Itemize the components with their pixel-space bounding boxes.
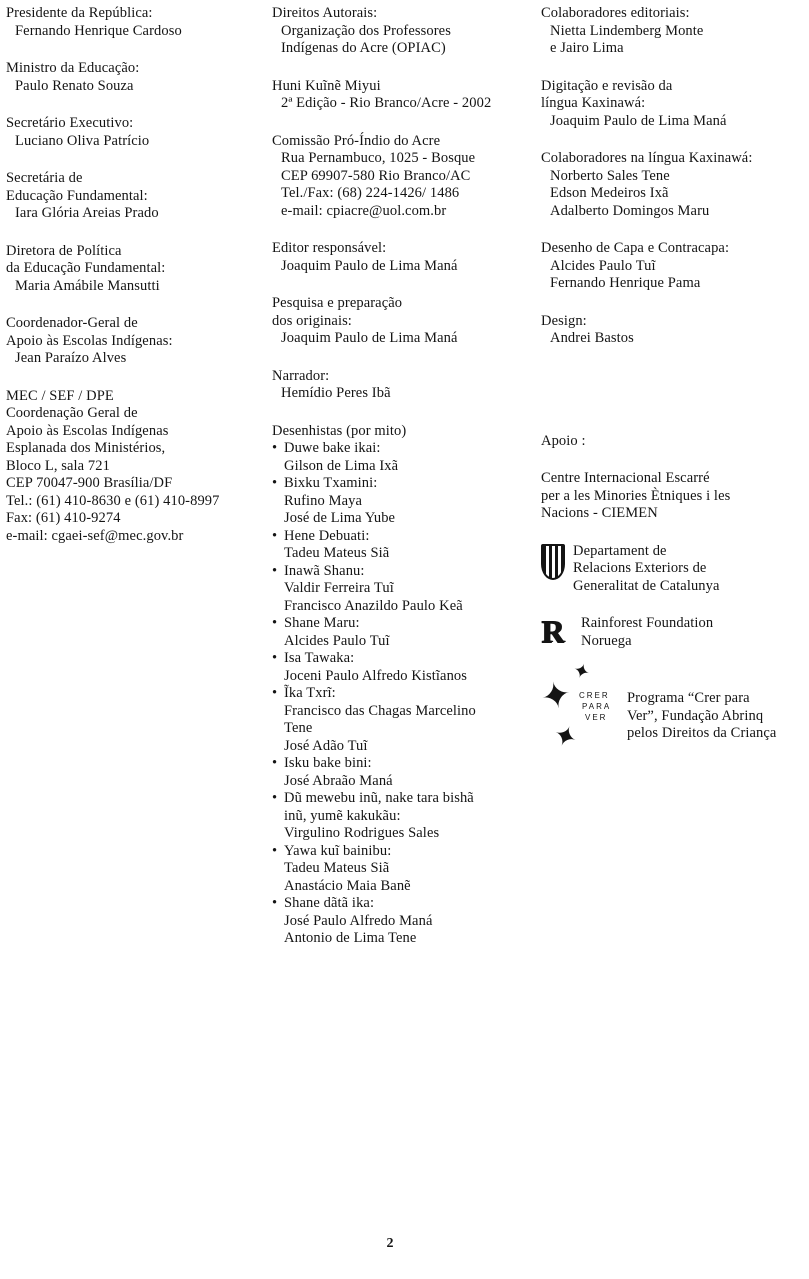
list-item: • Ĩka Txrĩ: — [272, 685, 538, 703]
text-line: Ver”, Fundação Abrinq — [627, 707, 764, 724]
logo-block — [541, 543, 807, 596]
text-line: Bloco L, sala 721 — [6, 457, 110, 474]
text-line: Centre Internacional Escarré — [541, 470, 710, 486]
logo-caption — [627, 690, 776, 743]
text-line: Digitação e revisão da — [541, 77, 673, 94]
text-line: Paulo Renato Souza — [15, 77, 134, 94]
crer-para-ver-logo-icon — [537, 658, 625, 762]
text-block — [272, 240, 538, 275]
logo-caption — [573, 543, 720, 596]
text-line: Francisco Anazildo Paulo Keã — [284, 597, 463, 614]
list-item: • Yawa kuĩ bainibu: — [272, 843, 538, 861]
list-item: • Duwe bake ikai: — [272, 440, 538, 458]
text-line: Apoio às Escolas Indígenas — [6, 422, 169, 439]
text-block — [541, 78, 807, 131]
text-line: Generalitat de Catalunya — [573, 577, 720, 594]
text-line: língua Kaxinawá: — [541, 95, 646, 111]
text-block — [272, 133, 538, 221]
text-block — [272, 78, 538, 113]
text-block — [541, 240, 807, 293]
list-item: • Hene Debuati: — [272, 528, 538, 546]
text-line: Organização dos Professores — [281, 22, 451, 39]
text-line: Alcides Paulo Tuĩ — [550, 257, 656, 274]
text-line: Fernando Henrique Cardoso — [15, 22, 182, 39]
list-item: • Isa Tawaka: — [272, 650, 538, 668]
crer-para-ver-wordmark — [579, 690, 611, 723]
text-line: inũ, yumẽ kakukãu: — [284, 807, 401, 824]
text-line: Fax: (61) 410-9274 — [6, 510, 121, 526]
text-line: Tadeu Mateus Siã — [284, 860, 390, 876]
text-block — [6, 5, 268, 40]
column-left — [6, 5, 268, 565]
text-line: Norberto Sales Tene — [550, 167, 670, 184]
text-line: José Paulo Alfredo Maná — [284, 912, 433, 929]
text-line: Programa “Crer para — [627, 690, 750, 706]
text-line: dos originais: — [272, 312, 352, 329]
text-line: Maria Amábile Mansutti — [15, 277, 160, 294]
list-item: • Shane Maru: — [272, 615, 538, 633]
text-line: e Jairo Lima — [550, 40, 624, 56]
text-line: Joaquim Paulo de Lima Maná — [281, 330, 458, 346]
text-line: Direitos Autorais: — [272, 5, 378, 21]
text-block — [6, 388, 268, 546]
text-line: 2ª Edição - Rio Branco/Acre - 2002 — [281, 95, 492, 111]
text-line: Hemídio Peres Ibã — [281, 385, 391, 401]
text-block — [541, 150, 807, 220]
logo-block — [537, 658, 807, 762]
text-line: Virgulino Rodrigues Sales — [284, 825, 440, 841]
text-line: Joaquim Paulo de Lima Maná — [281, 257, 458, 274]
text-line: CEP 69907-580 Rio Branco/AC — [281, 167, 471, 184]
text-block — [6, 170, 268, 223]
text-block — [6, 243, 268, 296]
text-line: per a les Minories Ètniques i les — [541, 487, 731, 504]
text-line: Fernando Henrique Pama — [550, 275, 701, 291]
text-line: Coordenador-Geral de — [6, 315, 138, 331]
star-icon: ✦ — [570, 658, 593, 686]
text-line: Pesquisa e preparação — [272, 295, 403, 311]
text-block — [541, 5, 807, 58]
text-line: Rufino Maya — [284, 492, 363, 509]
text-line: José Adão Tuĩ — [284, 737, 368, 754]
text-line: Rainforest Foundation — [581, 615, 714, 631]
text-block — [6, 315, 268, 368]
list-item: • Bixku Txamini: — [272, 475, 538, 493]
text-block — [541, 313, 807, 348]
text-line: Presidente da República: — [6, 5, 153, 21]
text-line: Apoio : — [541, 432, 586, 449]
wordmark-line: VER — [585, 713, 608, 722]
text-line: Antonio de Lima Tene — [284, 930, 417, 946]
text-line: e-mail: cgaei-sef@mec.gov.br — [6, 527, 184, 544]
text-line: da Educação Fundamental: — [6, 260, 166, 276]
text-line: Nietta Lindemberg Monte — [550, 22, 704, 39]
text-line: Diretora de Política — [6, 242, 122, 259]
text-line: Adalberto Domingos Maru — [550, 202, 710, 219]
text-line: Luciano Oliva Patrício — [15, 132, 150, 149]
text-line: Tel.: (61) 410-8630 e (61) 410-8997 — [6, 492, 220, 509]
text-line: Tel./Fax: (68) 224-1426/ 1486 — [281, 185, 460, 201]
text-line: Valdir Ferreira Tuĩ — [284, 580, 394, 596]
text-block — [272, 423, 538, 948]
text-line: Nacions - CIEMEN — [541, 505, 658, 521]
list-item: • Dũ mewebu inũ, nake tara bishã — [272, 790, 538, 808]
text-line: Editor responsável: — [272, 240, 387, 256]
list-item: • Shane dãtã ika: — [272, 895, 538, 913]
star-icon: ✦ — [548, 718, 582, 757]
wordmark-line: CRER — [579, 691, 610, 700]
text-line: Jean Paraízo Alves — [15, 350, 127, 366]
column-middle — [272, 5, 538, 968]
text-line: Gilson de Lima Ixã — [284, 457, 399, 474]
text-line: MEC / SEF / DPE — [6, 387, 114, 404]
text-line: Alcides Paulo Tuĩ — [284, 632, 390, 649]
text-line: Ministro da Educação: — [6, 60, 140, 76]
text-line: Relacions Exteriors de — [573, 560, 707, 576]
text-line: Iara Glória Areias Prado — [15, 205, 159, 221]
text-line: pelos Direitos da Criança — [627, 725, 777, 741]
text-line: Design: — [541, 312, 587, 329]
text-line: Desenho de Capa e Contracapa: — [541, 240, 730, 256]
text-line: Joaquim Paulo de Lima Maná — [550, 112, 727, 129]
text-line: Andrei Bastos — [550, 330, 634, 346]
text-line: José Abraão Maná — [284, 772, 393, 789]
text-block — [6, 115, 268, 150]
text-line: e-mail: cpiacre@uol.com.br — [281, 202, 447, 219]
logo-caption — [581, 615, 713, 650]
text-line: Huni Kuĩnẽ Miyui — [272, 77, 381, 94]
column-right — [537, 5, 807, 782]
text-line: Esplanada dos Ministérios, — [6, 440, 166, 456]
text-line: Rua Pernambuco, 1025 - Bosque — [281, 150, 476, 166]
text-line: Coordenação Geral de — [6, 405, 138, 421]
text-block — [272, 5, 538, 58]
text-block — [6, 60, 268, 95]
text-line: José de Lima Yube — [284, 510, 396, 526]
catalunya-coat-of-arms-icon — [541, 544, 565, 580]
text-line: Educação Fundamental: — [6, 187, 148, 204]
text-line: CEP 70047-900 Brasília/DF — [6, 475, 173, 491]
text-line: Departament de — [573, 542, 667, 559]
list-item: • Inawã Shanu: — [272, 563, 538, 581]
text-line: Francisco das Chagas Marcelino — [284, 702, 476, 719]
text-block — [272, 295, 538, 348]
rainforest-foundation-logo-icon: R — [541, 613, 565, 649]
text-line: Desenhistas (por mito) — [272, 422, 407, 439]
text-line: Noruega — [581, 632, 632, 649]
text-line: Joceni Paulo Alfredo Kistĩanos — [284, 667, 468, 684]
text-line: Tene — [284, 720, 313, 736]
text-line: Apoio às Escolas Indígenas: — [6, 332, 173, 349]
text-line: Tadeu Mateus Siã — [284, 545, 390, 561]
logo-block — [541, 615, 807, 650]
text-line: Comissão Pró-Índio do Acre — [272, 132, 441, 149]
wordmark-line: PARA — [582, 702, 612, 711]
page-number: 2 — [386, 1236, 394, 1251]
text-block — [541, 433, 807, 451]
text-line: Colaboradores editoriais: — [541, 5, 690, 21]
star-icon: ✦ — [537, 673, 576, 719]
text-block — [272, 368, 538, 403]
text-block — [541, 470, 807, 523]
text-line: Secretário Executivo: — [6, 115, 134, 131]
text-line: Edson Medeiros Ixã — [550, 185, 669, 201]
text-line: Anastácio Maia Banẽ — [284, 877, 411, 894]
list-item: • Isku bake bini: — [272, 755, 538, 773]
text-line: Indígenas do Acre (OPIAC) — [281, 40, 446, 56]
text-line: Secretária de — [6, 170, 83, 186]
text-line: Colaboradores na língua Kaxinawá: — [541, 150, 753, 166]
text-line: Narrador: — [272, 367, 330, 384]
